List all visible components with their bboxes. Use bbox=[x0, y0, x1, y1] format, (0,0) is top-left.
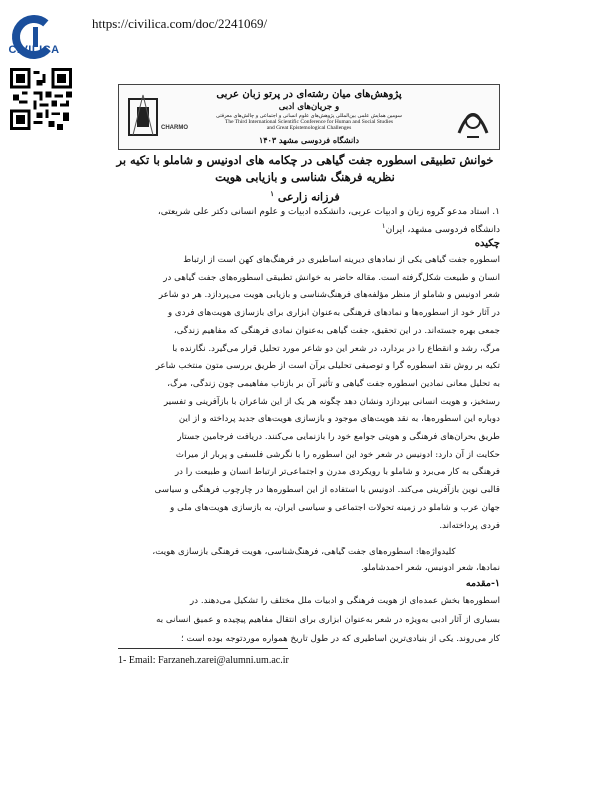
conference-banner bbox=[118, 84, 500, 150]
affiliation-superscript: ۱ bbox=[381, 222, 386, 230]
abstract-line: در آثار خود از اسطوره‌ها و نمادهای فرهنگی به‌عنوان ابزاری برای بازسازی هویت‌های فردی و bbox=[167, 308, 500, 319]
abstract-line: رستخیز، و هویت انسانی بپردازد ونشان دهد چگونه هر یک از این شاعران با بازآفرینی و تفسیر bbox=[164, 396, 500, 407]
affiliation-line2-text: دانشگاه فردوسی مشهد، ایران bbox=[385, 225, 500, 235]
author-name-text: فرزانه زارعی bbox=[277, 190, 340, 204]
abstract-heading: چکیده bbox=[474, 238, 500, 249]
left-emblem-icon bbox=[125, 93, 161, 141]
intro-line: کار می‌روند. یکی از بنیادی‌ترین اساطیری که در طول تاریخ همواره موردتوجه بوده است ؛ bbox=[181, 634, 500, 644]
civilica-logo-icon[interactable] bbox=[6, 8, 62, 66]
logo-text: CIVILICA bbox=[8, 44, 60, 56]
affiliation-line2 bbox=[110, 222, 500, 235]
abstract-line: انسان و طبیعت شکل‌گرفته است. مقاله حاضر به خوانش تطبیقی اسطوره‌های جفت گیاهی در bbox=[163, 272, 500, 283]
abstract-line: فرهنگی به کار می‌برد و شاملو با رویکردی مدرن و اجتماعی‌تر ارتباط انسان و طبیعت را در bbox=[174, 467, 500, 478]
abstract-line: اسطوره جفت گیاهی یکی از نمادهای دیرینه اساطیری در فرهنگ‌های کهن است از ارتباط bbox=[183, 255, 500, 265]
intro-line: اسطوره‌ها بخش عمده‌ای از هویت فرهنگی و ادبیات ملل مختلف را تشکیل می‌دهند. در bbox=[190, 596, 500, 606]
paper-title-line1: خوانش تطبیقی اسطوره جفت گیاهی در چکامه های ادونیس و شاملو با تکیه بر bbox=[116, 153, 494, 167]
intro-line: بسیاری از آثار ادبی به‌ویژه در شعر به‌عنوان ابزاری برای انتقال مفاهیم پیچیده و عمیق انسانی به bbox=[156, 615, 500, 625]
abstract-line: به تحلیل معانی نمادین اسطوره جفت گیاهی و تأثیر آن بر بازتاب مفاهیمی چون زندگی، مرگ، bbox=[167, 378, 500, 389]
abstract-line: دوباره این اسطوره‌ها، به نقد هویت‌های موجود و بازسازی هویت‌های جدید پرداخته و از این bbox=[178, 414, 500, 425]
abstract-line: طریق بحران‌های فرهنگی و هویتی جوامع خود را بازنمایی می‌کنند. دریافت فرجامین جستار bbox=[177, 432, 500, 443]
abstract-line: جمعی بهره جسته‌اند. در این تحقیق، جفت گیاهی به‌عنوان نمادی فرهنگی که مفاهیم زندگی، bbox=[173, 325, 500, 336]
right-emblem-icon bbox=[453, 93, 493, 141]
abstract-line: تکیه بر روش نقد اسطوره گرا و توصیفی تحلیلی برآن است از طریق بررسی متون منتخب شاعر bbox=[155, 361, 500, 372]
section-heading-introduction: ۱-مقدمه bbox=[465, 578, 500, 589]
footnote-email: 1- Email: Farzaneh.zarei@alumni.um.ac.ir bbox=[118, 655, 289, 666]
keywords-line1: کلیدواژه‌ها: اسطوره‌های جفت گیاهی، فرهنگ‌شناسی، هویت فرهنگی بازسازی هویت، bbox=[152, 547, 456, 557]
abstract-line: شعر ادونیس و شاملو از منظر مؤلفه‌های فرهنگ‌شناسی و بازیابی هویت می‌پردازد. هر دو شاعر bbox=[158, 290, 500, 301]
abstract-line: حکایت از آن دارد: ادونیس در شعر خود این اسطوره را با نگرشی فلسفی و پربار از میراث bbox=[175, 449, 500, 460]
author-superscript: ۱ bbox=[270, 189, 274, 198]
paper-title-line2: نظریه فرهنگ شناسی و بازیابی هویت bbox=[215, 170, 395, 184]
banner-subtitle-en1: The Third International Scientific Conference for Human and Social Studies bbox=[224, 119, 394, 125]
introduction-body bbox=[108, 592, 500, 649]
banner-venue: دانشگاه فردوسی مشهد ۱۴۰۳ bbox=[258, 135, 360, 145]
banner-title-line2: و جریان‌های ادبی bbox=[278, 102, 340, 112]
footnote-divider bbox=[118, 648, 288, 649]
abstract-body bbox=[108, 252, 500, 535]
affiliation-line1: ۱. استاد مدعو گروه زبان و ادبیات عربی، دانشکده ادبیات و علوم انسانی دکتر علی شریعتی، bbox=[157, 207, 500, 217]
charmo-logo-text: CHARMO bbox=[161, 125, 188, 131]
banner-subtitle-fa: سومین همایش علمی بین‌المللی پژوهش‌های علوم انسانی و اجتماعی و چالش‌های معرفتی bbox=[216, 113, 402, 119]
document-url[interactable]: https://civilica.com/doc/2241069/ bbox=[92, 16, 268, 31]
keywords-line2: نمادها، شعر ادونیس، شعر احمدشاملو. bbox=[360, 563, 500, 573]
qr-code-icon bbox=[10, 68, 72, 130]
banner-title-line1: پژوهش‌های میان رشته‌ای در پرتو زبان عربی bbox=[216, 89, 402, 100]
author-name bbox=[110, 189, 500, 204]
abstract-line: مرگ، رشد و انقطاع را در بردارد، در شعر این دو شاعر مورد تحلیل قرار می‌گیرد. نگارنده با bbox=[172, 343, 500, 354]
abstract-line: فردی پرداخته‌اند. bbox=[439, 520, 500, 531]
abstract-line: جهان عرب و شاملو در زمینه تحولات اجتماعی و سیاسی ایران، به بازسازی هویت‌های ملی و bbox=[170, 502, 500, 513]
banner-subtitle-en2: and Great Epistemological Challenges bbox=[266, 125, 352, 131]
abstract-line: قالبی نوین بازآفرینی می‌کند. ادونیس با استفاده از این اسطوره‌ها در چارچوب فرهنگی و سیاسی bbox=[154, 485, 500, 496]
